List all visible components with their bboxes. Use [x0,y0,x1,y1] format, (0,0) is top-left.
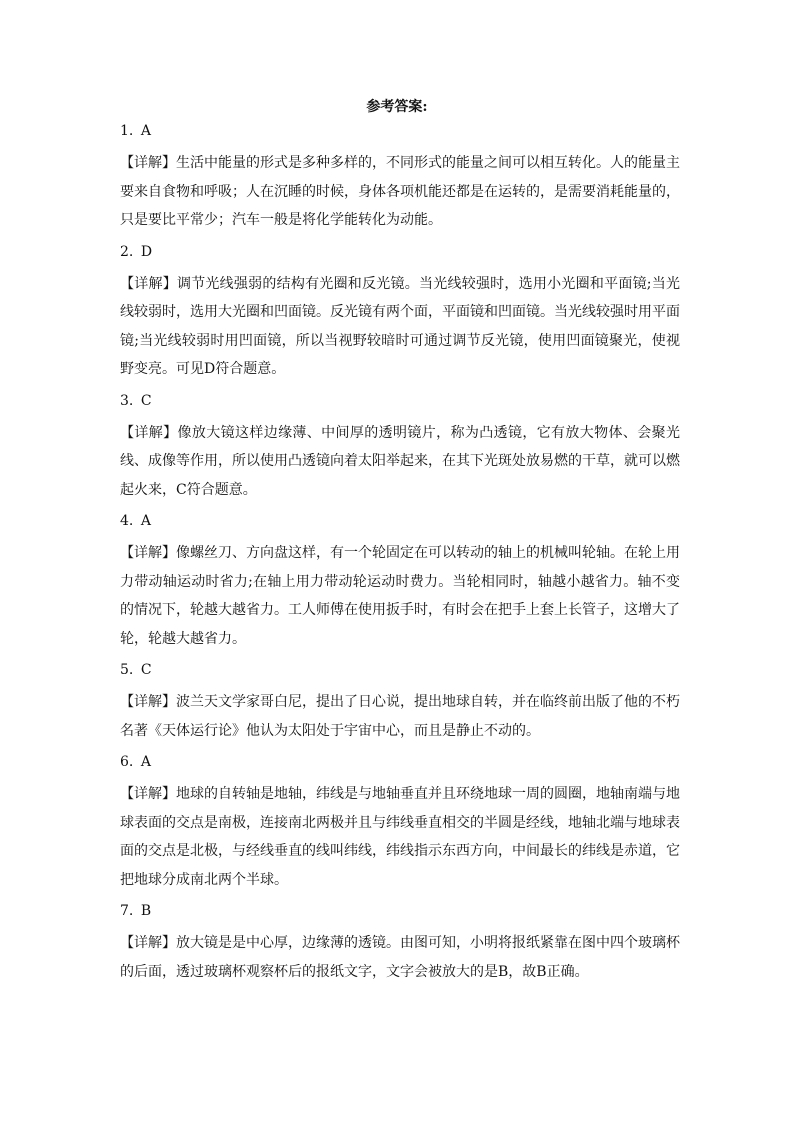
number-separator: . [128,123,134,139]
explanation-text: 像螺丝刀、方向盘这样，有一个轮固定在可以转动的轴上的机械叫轮轴。在轮上用力带动轴运动时省力;在轴上用力带动轮运动时费力。当轮相同时，轴越小越省力。轴不变的情况下，轮越大越省力。工人师傅在使用扳手时，有时会在把手上套上长管子，这增大了轮，轮越大越省力。 [120,545,680,647]
explanation-text: 波兰天文学家哥白尼，提出了日心说，提出地球自转，并在临终前出版了他的不朽名著《天体运行论》他认为太阳处于宇宙中心，而且是静止不动的。 [120,694,680,739]
explanation-tag: 【详解】 [120,155,176,171]
answer-list [120,121,680,993]
answer-choice: C [140,662,152,678]
number-separator: . [128,243,134,260]
number-separator: . [128,903,134,919]
explanation-text: 调节光线强弱的结构有光圈和反光镜。当光线较强时，选用小光圈和平面镜;当光线较弱时，选用大光圈和凹面镜。反光镜有两个面，平面镜和凹面镜。当光线较强时用平面镜;当光线较弱时用凹面镜，所以当视野较暗时可通过调节反光镜，使用凹面镜聚光，使视野变亮。可见D符合题意。 [120,275,680,377]
answer-choice: D [140,243,153,260]
explanation-tag: 【详解】 [120,424,178,441]
explanation-tag: 【详解】 [120,935,176,951]
answer-choice: C [140,392,152,409]
number-separator: . [128,513,134,529]
answer-choice: A [140,754,152,770]
answer-line [120,391,680,411]
explanation-tag: 【详解】 [120,786,176,802]
question-number: 6 [120,754,129,770]
number-separator: . [128,662,134,678]
question-number: 3 [120,392,129,409]
question-number: 7 [120,903,129,919]
explanation-text: 放大镜是是中心厚，边缘薄的透镜。由图可知，小明将报纸紧靠在图中四个玻璃杯的后面，透过玻璃杯观察杯后的报纸文字，文字会被放大的是B，故B正确。 [120,935,680,980]
explanation-tag: 【详解】 [120,694,176,710]
question-number: 4 [120,513,129,529]
answer-line [120,242,680,262]
explanation-paragraph [120,539,680,653]
page-title: 参考答案: [366,99,428,115]
explanation-text: 地球的自转轴是地轴，纬线是与地轴垂直并且环绕地球一周的圆圈，地轴南端与地球表面的交点是南极，连接南北两极并且与纬线垂直相交的半圆是经线，地轴北端与地球表面的交点是北极，与经线垂直的线叫纬线，纬线指示东西方向，中间最长的纬线是赤道，它把地球分成南北两个半球。 [120,786,680,888]
answer-line [120,511,680,531]
explanation-tag: 【详解】 [120,275,177,292]
answer-line [120,752,680,772]
explanation-paragraph [120,149,680,235]
explanation-paragraph [120,780,680,894]
explanation-text: 生活中能量的形式是多种多样的，不同形式的能量之间可以相互转化。人的能量主要来自食物和呼吸；人在沉睡的时候，身体各项机能还都是在运转的，是需要消耗能量的，只是要比平常少；汽车一般是将化学能转化为动能。 [120,155,680,228]
explanation-text: 像放大镜这样边缘薄、中间厚的透明镜片，称为凸透镜，它有放大物体、会聚光线、成像等作用，所以使用凸透镜向着太阳举起来，在其下光斑处放易燃的干草，就可以燃起火来，C符合题意。 [120,424,681,498]
answer-line [120,660,680,680]
question-number: 2 [120,243,129,260]
explanation-tag: 【详解】 [120,545,176,561]
answer-line [120,901,680,921]
answer-choice: A [140,513,152,529]
question-number: 5 [120,662,129,678]
explanation-paragraph [120,688,680,745]
explanation-paragraph [120,419,680,505]
answer-choice: B [140,903,152,919]
explanation-paragraph [120,270,680,384]
number-separator: . [128,754,134,770]
answer-line [120,121,680,141]
explanation-paragraph [120,929,680,986]
number-separator: . [128,392,134,409]
question-number: 1 [120,123,129,139]
answer-choice: A [140,123,152,139]
